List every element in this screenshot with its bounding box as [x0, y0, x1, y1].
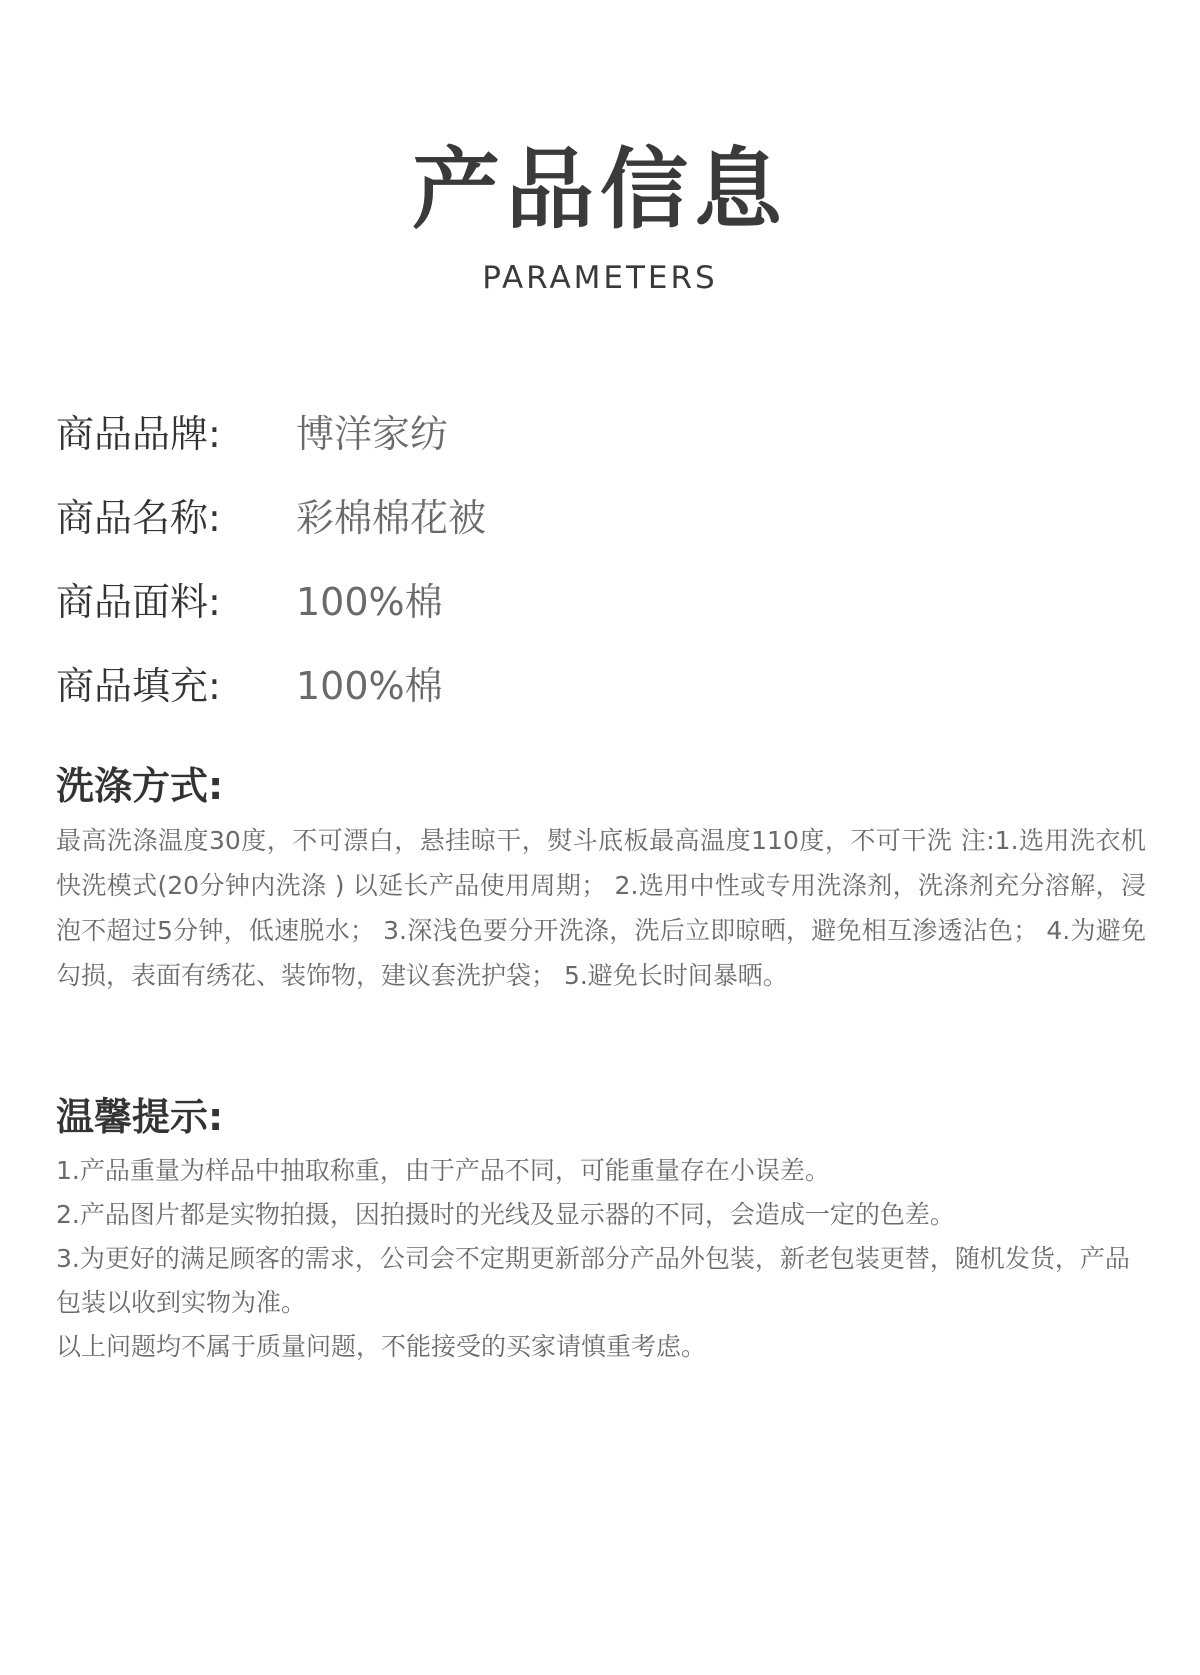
param-label: 商品品牌: — [56, 411, 221, 456]
wash-body: 最高洗涤温度30度，不可漂白，悬挂晾干，熨斗底板最高温度110度，不可干洗 注:1.选用洗衣机快洗模式(20分钟内洗涤 ) 以延长产品使用周期； 2.选用中性或专用洗涤剂，洗涤剂充分溶解，浸泡不超过5分钟，低速脱水； 3.深浅色要分开洗涤，洗后立即晾晒，避免相互渗透沾色； 4.为避免勾损，表面有绣花、装饰物，建议套洗护袋； 5.避免长时间暴晒。 — [56, 826, 1146, 990]
param-value: 100%棉 — [296, 663, 443, 708]
param-label: 商品填充: — [56, 663, 221, 708]
param-value: 彩棉棉花被 — [296, 495, 487, 540]
tip-line: 1.产品重量为样品中抽取称重，由于产品不同，可能重量存在小误差。 — [56, 1156, 830, 1185]
tip-line: 3.为更好的满足顾客的需求，公司会不定期更新部分产品外包装，新老包装更替，随机发货，产品包装以收到实物为准。 — [56, 1244, 1130, 1317]
wash-section — [56, 762, 1146, 998]
param-row-name — [56, 472, 1156, 556]
product-params — [56, 388, 1156, 724]
param-row-brand — [56, 388, 1156, 472]
page-header — [0, 140, 1200, 298]
param-row-fabric — [56, 556, 1156, 640]
tips-section — [56, 1093, 1146, 1369]
wash-title: 洗涤方式: — [56, 764, 224, 808]
page-title: 产品信息 — [411, 138, 788, 241]
param-row-filling — [56, 640, 1156, 724]
tips-title: 温馨提示: — [56, 1095, 224, 1139]
param-value: 100%棉 — [296, 579, 443, 624]
param-label: 商品面料: — [56, 579, 221, 624]
param-value: 博洋家纺 — [296, 411, 449, 456]
page-subtitle: PARAMETERS — [482, 260, 718, 296]
param-label: 商品名称: — [56, 495, 221, 540]
tip-line: 以上问题均不属于质量问题，不能接受的买家请慎重考虑。 — [56, 1332, 707, 1361]
tip-line: 2.产品图片都是实物拍摄，因拍摄时的光线及显示器的不同，会造成一定的色差。 — [56, 1200, 955, 1229]
